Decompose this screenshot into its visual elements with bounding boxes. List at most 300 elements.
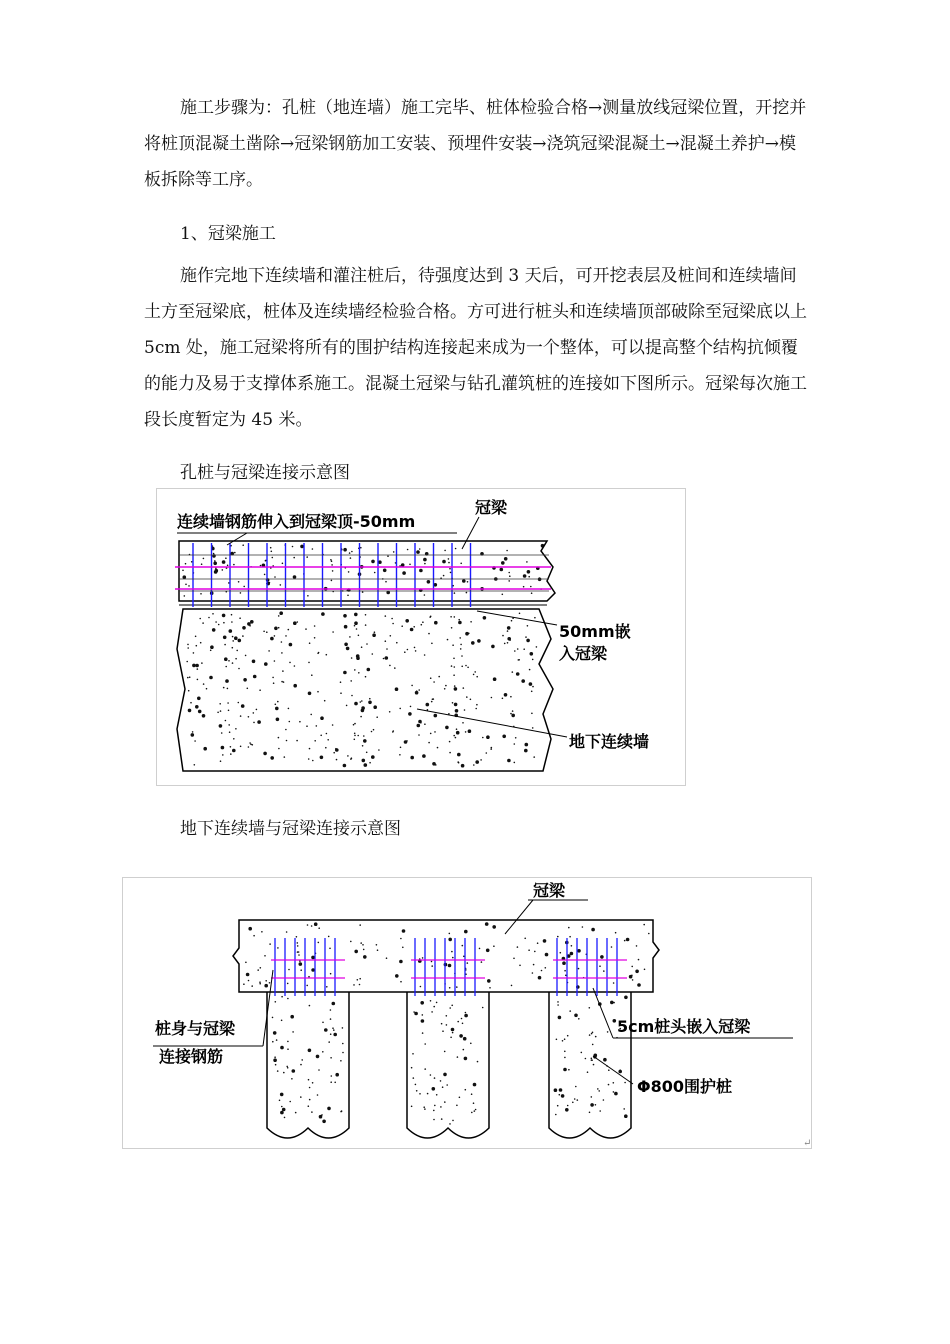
aggregate-dot: [277, 701, 279, 703]
aggregate-dot: [248, 746, 250, 748]
aggregate-dot: [272, 677, 274, 679]
aggregate-dot: [631, 966, 633, 968]
aggregate-dot: [243, 678, 247, 682]
aggregate-dot: [229, 731, 231, 733]
aggregate-dot: [557, 936, 559, 938]
aggregate-dot: [434, 621, 438, 625]
aggregate-dot: [322, 1022, 324, 1024]
aggregate-dot: [245, 962, 247, 964]
aggregate-dot: [450, 616, 452, 618]
aggregate-dot: [385, 656, 389, 660]
aggregate-dot: [401, 563, 405, 567]
aggregate-dot: [517, 648, 519, 650]
aggregate-dot: [300, 545, 304, 549]
aggregate-dot: [292, 1031, 294, 1033]
aggregate-dot: [537, 942, 539, 944]
aggregate-dot: [331, 1075, 333, 1077]
aggregate-dot: [419, 1093, 421, 1095]
aggregate-dot: [281, 681, 283, 683]
aggregate-dot: [518, 659, 520, 661]
aggregate-dot: [367, 668, 371, 672]
aggregate-dot: [595, 1036, 597, 1038]
aggregate-dot: [213, 553, 215, 555]
aggregate-dot: [288, 969, 290, 971]
aggregate-dot: [455, 548, 457, 550]
aggregate-dot: [257, 720, 261, 724]
aggregate-dot: [491, 747, 493, 749]
crown-beam-outline: [233, 920, 659, 992]
aggregate-dot: [529, 669, 531, 671]
aggregate-dot: [493, 945, 495, 947]
aggregate-dot: [427, 580, 431, 584]
pile-label: Φ800围护桩: [637, 1077, 733, 1096]
aggregate-dot: [330, 1018, 332, 1020]
aggregate-dot: [299, 962, 303, 966]
aggregate-dot: [331, 564, 333, 566]
aggregate-dot: [528, 576, 530, 578]
aggregate-dot: [287, 998, 289, 1000]
aggregate-dot: [335, 1073, 339, 1077]
aggregate-dot: [285, 729, 287, 731]
aggregate-dot: [399, 960, 403, 964]
aggregate-dot: [449, 568, 451, 570]
aggregate-dot: [473, 674, 475, 676]
section-heading: 1、冠梁施工: [180, 224, 276, 244]
aggregate-dot: [292, 546, 294, 548]
aggregate-dot: [346, 705, 348, 707]
concrete-aggregate-dots: [243, 922, 649, 1124]
aggregate-dot: [354, 621, 358, 625]
aggregate-dot: [400, 747, 402, 749]
aggregate-dot: [643, 924, 645, 926]
aggregate-dot: [191, 561, 193, 563]
aggregate-dot: [434, 731, 436, 733]
aggregate-dot: [359, 984, 361, 986]
aggregate-dot: [300, 969, 302, 971]
aggregate-dot: [404, 651, 406, 653]
aggregate-dot: [235, 728, 237, 730]
aggregate-dot: [578, 1018, 580, 1020]
aggregate-dot: [287, 983, 289, 985]
aggregate-dot: [272, 1017, 274, 1019]
aggregate-dot: [188, 585, 190, 587]
aggregate-dot: [293, 684, 297, 688]
aggregate-dot: [198, 710, 202, 714]
aggregate-dot: [281, 641, 283, 643]
aggregate-dot: [275, 1001, 277, 1003]
aggregate-dot: [462, 945, 464, 947]
aggregate-dot: [473, 1102, 475, 1104]
beam-label: 冠梁: [475, 498, 508, 517]
aggregate-dot: [342, 1052, 344, 1054]
aggregate-dot: [360, 716, 362, 718]
aggregate-dot: [310, 714, 312, 716]
aggregate-dot: [344, 625, 348, 629]
aggregate-dot: [463, 1049, 465, 1051]
aggregate-dot: [340, 692, 342, 694]
aggregate-dot: [411, 685, 413, 687]
aggregate-dot: [476, 704, 478, 706]
aggregate-dot: [232, 749, 236, 753]
aggregate-dot: [454, 616, 456, 618]
aggregate-dot: [299, 721, 301, 723]
aggregate-dot: [448, 562, 450, 564]
aggregate-dot: [473, 764, 475, 766]
aggregate-dot: [371, 755, 375, 759]
aggregate-dot: [489, 987, 491, 989]
aggregate-dot: [297, 621, 299, 623]
aggregate-dot: [221, 725, 223, 727]
aggregate-dot: [366, 752, 368, 754]
aggregate-dot: [436, 1094, 438, 1096]
aggregate-dot: [390, 635, 392, 637]
aggregate-dot: [434, 714, 438, 718]
aggregate-dot: [200, 593, 202, 595]
aggregate-dot: [273, 1031, 277, 1035]
aggregate-dot: [309, 1005, 311, 1007]
aggregate-dot: [320, 716, 324, 720]
aggregate-dot: [359, 924, 361, 926]
aggregate-dot: [613, 982, 615, 984]
aggregate-dot: [278, 737, 280, 739]
aggregate-dot: [483, 616, 487, 620]
aggregate-dot: [220, 710, 222, 712]
rebar-leader: [263, 970, 273, 1046]
aggregate-dot: [524, 938, 526, 940]
figure2-diagram: [122, 877, 812, 1149]
aggregate-dot: [227, 565, 229, 567]
aggregate-dot: [525, 636, 527, 638]
aggregate-dot: [340, 1060, 342, 1062]
aggregate-dot: [365, 614, 367, 616]
aggregate-dot: [354, 739, 356, 741]
aggregate-dot: [405, 619, 409, 623]
aggregate-dot: [289, 721, 291, 723]
aggregate-dot: [298, 951, 300, 953]
aggregate-dot: [358, 635, 360, 637]
aggregate-dot: [444, 688, 446, 690]
aggregate-dot: [462, 722, 464, 724]
return-mark: ↵: [803, 1138, 811, 1148]
aggregate-dot: [328, 1041, 330, 1043]
aggregate-dot: [577, 1099, 579, 1101]
aggregate-dot: [369, 698, 371, 700]
aggregate-dot: [276, 718, 280, 722]
aggregate-dot: [231, 621, 233, 623]
aggregate-dot: [459, 637, 461, 639]
aggregate-dot: [461, 1018, 463, 1020]
aggregate-dot: [324, 700, 326, 702]
aggregate-dot: [411, 1106, 413, 1108]
aggregate-dot: [341, 1110, 343, 1112]
aggregate-dot: [371, 560, 375, 564]
pile-outline: [407, 992, 489, 1138]
aggregate-dot: [378, 749, 380, 751]
aggregate-dot: [424, 1043, 426, 1045]
aggregate-dot: [437, 747, 439, 749]
aggregate-dot: [624, 1082, 626, 1084]
aggregate-dot: [259, 689, 261, 691]
aggregate-dot: [326, 986, 328, 988]
aggregate-dot: [289, 643, 293, 647]
aggregate-dot: [536, 646, 538, 648]
aggregate-dot: [424, 594, 426, 596]
aggregate-dot: [359, 978, 361, 980]
aggregate-dot: [444, 1101, 446, 1103]
aggregate-dot: [385, 615, 387, 617]
embed-label-1: 50mm嵌: [559, 622, 631, 641]
aggregate-dot: [306, 985, 308, 987]
aggregate-dot: [451, 951, 453, 953]
aggregate-dot: [538, 976, 542, 980]
aggregate-dot: [409, 564, 411, 566]
aggregate-dot: [221, 746, 225, 750]
aggregate-dot: [448, 558, 450, 560]
aggregate-dot: [309, 1087, 311, 1089]
aggregate-dot: [360, 547, 362, 549]
aggregate-dot: [501, 561, 505, 565]
aggregate-dot: [297, 945, 299, 947]
aggregate-dot: [408, 712, 412, 716]
aggregate-dot: [452, 1032, 454, 1034]
aggregate-dot: [450, 572, 452, 574]
aggregate-dot: [422, 621, 424, 623]
aggregate-dot: [229, 629, 233, 633]
aggregate-dot: [419, 569, 423, 573]
aggregate-dot: [454, 685, 456, 687]
aggregate-dot: [512, 671, 514, 673]
aggregate-dot: [452, 702, 454, 704]
aggregate-dot: [340, 681, 342, 683]
aggregate-dot: [507, 626, 511, 630]
pile-leader: [593, 1056, 633, 1084]
aggregate-dot: [590, 1103, 594, 1107]
aggregate-dot: [465, 731, 467, 733]
aggregate-dot: [259, 983, 261, 985]
aggregate-dot: [451, 1005, 453, 1007]
aggregate-dot: [422, 754, 426, 758]
aggregate-dot: [363, 739, 367, 743]
aggregate-dot: [280, 1046, 284, 1050]
aggregate-dot: [614, 1092, 618, 1096]
aggregate-dot: [512, 710, 514, 712]
figure1-svg: [157, 489, 685, 785]
embed-label-2: 入冠梁: [559, 644, 608, 663]
aggregate-dot: [422, 957, 424, 959]
aggregate-dot: [629, 975, 633, 979]
aggregate-dot: [238, 641, 240, 643]
aggregate-dot: [350, 557, 352, 559]
aggregate-dot: [415, 650, 417, 652]
aggregate-dot: [433, 1006, 435, 1008]
aggregate-dot: [353, 984, 355, 986]
aggregate-dot: [242, 626, 246, 630]
aggregate-dot: [330, 559, 332, 561]
aggregate-dot: [392, 623, 394, 625]
aggregate-dot: [287, 1048, 289, 1050]
aggregate-dot: [529, 682, 533, 686]
aggregate-dot: [238, 702, 240, 704]
aggregate-dot: [511, 985, 513, 987]
aggregate-dot: [288, 708, 290, 710]
aggregate-dot: [277, 947, 279, 949]
aggregate-dot: [471, 641, 475, 645]
aggregate-dot: [534, 951, 536, 953]
aggregate-dot: [281, 996, 283, 998]
aggregate-dot: [532, 972, 534, 974]
aggregate-dot: [242, 544, 244, 546]
aggregate-dot: [284, 756, 286, 758]
aggregate-dot: [217, 712, 219, 714]
aggregate-dot: [209, 676, 213, 680]
aggregate-dot: [438, 676, 440, 678]
aggregate-dot: [385, 581, 387, 583]
aggregate-dot: [223, 636, 227, 640]
rebar-leader: [227, 533, 247, 545]
aggregate-dot: [464, 709, 466, 711]
aggregate-dot: [421, 624, 423, 626]
aggregate-dot: [296, 936, 298, 938]
aggregate-dot: [477, 1061, 479, 1063]
crown-beam-outline: [179, 541, 555, 601]
aggregate-dot: [266, 631, 268, 633]
aggregate-dot: [608, 1084, 610, 1086]
aggregate-dot: [389, 665, 391, 667]
aggregate-dot: [435, 764, 437, 766]
aggregate-dot: [278, 748, 280, 750]
aggregate-dot: [556, 1039, 558, 1041]
aggregate-dot: [236, 650, 238, 652]
aggregate-dot: [430, 1074, 432, 1076]
aggregate-dot: [272, 1041, 274, 1043]
aggregate-dot: [467, 667, 469, 669]
beam-leader: [505, 900, 533, 934]
aggregate-dot: [502, 735, 506, 739]
aggregate-dot: [330, 973, 332, 975]
aggregate-dot: [294, 665, 296, 667]
aggregate-dot: [507, 642, 509, 644]
aggregate-dot: [523, 574, 527, 578]
aggregate-dot: [318, 1069, 320, 1071]
aggregate-dot: [247, 688, 249, 690]
aggregate-dot: [449, 741, 451, 743]
aggregate-dot: [187, 647, 189, 649]
aggregate-dot: [429, 616, 431, 618]
aggregate-dot: [386, 957, 388, 959]
aggregate-dot: [564, 970, 566, 972]
aggregate-dot: [333, 1029, 335, 1031]
aggregate-dot: [402, 947, 404, 949]
aggregate-dot: [363, 955, 367, 959]
aggregate-dot: [354, 613, 358, 617]
aggregate-dot: [506, 550, 508, 552]
aggregate-dot: [454, 666, 456, 668]
aggregate-dot: [555, 1114, 557, 1116]
aggregate-dot: [445, 685, 447, 687]
aggregate-dot: [510, 713, 512, 715]
aggregate-dot: [332, 724, 334, 726]
aggregate-dot: [600, 955, 604, 959]
aggregate-dot: [253, 935, 255, 937]
aggregate-dot: [433, 681, 435, 683]
aggregate-dot: [557, 1001, 559, 1003]
aggregate-dot: [291, 1078, 293, 1080]
aggregate-dot: [218, 624, 220, 626]
aggregate-dot: [637, 983, 641, 987]
aggregate-dot: [264, 574, 266, 576]
aggregate-dot: [364, 763, 368, 767]
aggregate-dot: [184, 595, 186, 597]
aggregate-dot: [308, 1049, 312, 1053]
aggregate-dot: [263, 752, 267, 756]
aggregate-dot: [287, 1041, 289, 1043]
aggregate-dot: [582, 926, 584, 928]
aggregate-dot: [454, 687, 458, 691]
aggregate-dot: [243, 586, 245, 588]
aggregate-dot: [416, 690, 418, 692]
aggregate-dot: [386, 648, 388, 650]
aggregate-dot: [308, 1105, 310, 1107]
aggregate-dot: [354, 702, 358, 706]
figure2-caption: 地下连续墙与冠梁连接示意图: [180, 819, 401, 839]
aggregate-dot: [203, 747, 207, 751]
aggregate-dot: [374, 572, 376, 574]
aggregate-dot: [336, 759, 338, 761]
aggregate-dot: [491, 697, 493, 699]
aggregate-dot: [442, 1086, 444, 1088]
steps-paragraph: 施工步骤为：孔桩（地连墙）施工完毕、桩体检验合格→测量放线冠梁位置，开挖并将桩顶混凝土凿除→冠梁钢筋加工安装、预埋件安装→浇筑冠梁混凝土→混凝土养护→模板拆除等工序。: [144, 98, 807, 190]
aggregate-dot: [434, 1077, 436, 1079]
aggregate-dot: [530, 586, 532, 588]
aggregate-dot: [468, 633, 470, 635]
aggregate-dot: [533, 964, 535, 966]
aggregate-dot: [356, 628, 358, 630]
aggregate-dot: [610, 1001, 614, 1005]
aggregate-dot: [507, 630, 509, 632]
aggregate-dot: [449, 987, 451, 989]
aggregate-dot: [493, 677, 497, 681]
aggregate-dot: [225, 557, 227, 559]
aggregate-dot: [214, 560, 216, 562]
aggregate-dot: [199, 618, 201, 620]
aggregate-dot: [343, 614, 347, 618]
aggregate-dot: [624, 1114, 628, 1118]
aggregate-dot: [541, 970, 543, 972]
aggregate-dot: [317, 691, 319, 693]
aggregate-dot: [280, 613, 282, 615]
aggregate-dot: [240, 715, 242, 717]
aggregate-dot: [354, 950, 358, 954]
aggregate-dot: [521, 679, 525, 683]
aggregate-dot: [225, 720, 227, 722]
aggregate-dot: [185, 584, 187, 586]
aggregate-dot: [464, 1057, 468, 1061]
aggregate-dot: [256, 709, 258, 711]
aggregate-dot: [322, 1120, 326, 1124]
aggregate-dot: [624, 996, 628, 1000]
aggregate-dot: [476, 676, 478, 678]
aggregate-dot: [210, 650, 212, 652]
aggregate-dot: [413, 626, 415, 628]
aggregate-dot: [363, 949, 365, 951]
aggregate-dot: [528, 949, 530, 951]
aggregate-dot: [232, 636, 234, 638]
aggregate-dot: [455, 709, 459, 713]
aggregate-dot: [383, 569, 387, 573]
aggregate-dot: [525, 743, 529, 747]
aggregate-dot: [442, 1030, 444, 1032]
aggregate-dot: [423, 1106, 425, 1108]
